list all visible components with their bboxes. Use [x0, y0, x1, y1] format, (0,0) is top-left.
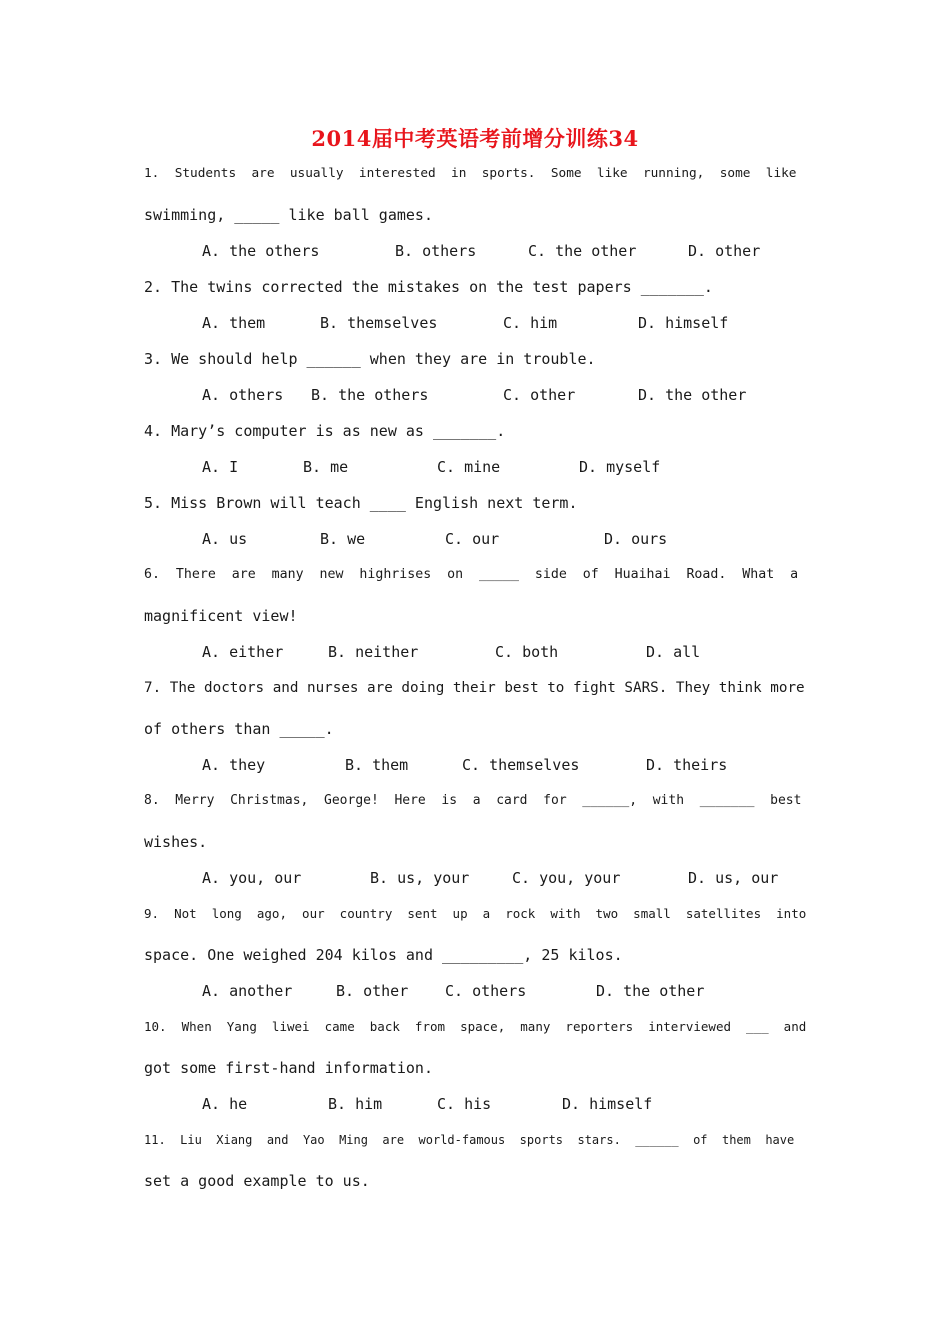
- question-8-option-a: A. you, our: [202, 869, 302, 887]
- question-9-option-d: D. the other: [596, 982, 705, 1000]
- question-10-line-2: got some first-hand information.: [144, 1059, 433, 1077]
- question-1-option-d: D. other: [688, 242, 761, 260]
- question-7-option-a: A. they: [202, 756, 266, 774]
- question-2-option-d: D. himself: [638, 314, 729, 332]
- question-5-option-a: A. us: [202, 530, 248, 548]
- question-8-option-c: C. you, your: [512, 869, 621, 887]
- question-7-option-c: C. themselves: [462, 756, 580, 774]
- question-6-option-b: B. neither: [328, 643, 419, 661]
- question-8-line-2: wishes.: [144, 833, 208, 851]
- question-11-line-1: 11. Liu Xiang and Yao Ming are world-famous sports stars. ______ of them have: [144, 1133, 795, 1147]
- question-3-option-a: A. others: [202, 386, 284, 404]
- page-title: 2014届中考英语考前增分训练34: [311, 126, 639, 151]
- question-8-line-1: 8. Merry Christmas, George! Here is a card for ______, with _______ best: [144, 793, 802, 808]
- question-10-option-b: B. him: [328, 1095, 383, 1113]
- question-9-option-a: A. another: [202, 982, 293, 1000]
- question-9-option-c: C. others: [445, 982, 527, 1000]
- question-6-option-c: C. both: [495, 643, 559, 661]
- question-1-line-1: 1. Students are usually interested in sports. Some like running, some like: [144, 166, 797, 181]
- question-7-line-2: of others than _____.: [144, 720, 334, 738]
- question-11-line-2: set a good example to us.: [144, 1172, 370, 1190]
- question-10-line-1: 10. When Yang liwei came back from space, many reporters interviewed ___ and: [144, 1019, 807, 1034]
- question-6-line-2: magnificent view!: [144, 607, 298, 625]
- question-1-line-2: swimming, _____ like ball games.: [144, 206, 433, 224]
- question-4-line-1: 4. Mary’s computer is as new as _______.: [144, 422, 506, 440]
- question-7-line-1: 7. The doctors and nurses are doing their best to fight SARS. They think more: [144, 680, 805, 696]
- question-8-option-b: B. us, your: [370, 869, 470, 887]
- question-5-option-d: D. ours: [604, 530, 668, 548]
- question-7-option-b: B. them: [345, 756, 409, 774]
- question-7-option-d: D. theirs: [646, 756, 728, 774]
- question-9-line-1: 9. Not long ago, our country sent up a rock with two small satellites into: [144, 906, 807, 921]
- question-1-option-a: A. the others: [202, 242, 320, 260]
- question-5-line-1: 5. Miss Brown will teach ____ English next term.: [144, 494, 578, 512]
- question-3-option-d: D. the other: [638, 386, 747, 404]
- question-3-option-b: B. the others: [311, 386, 429, 404]
- question-2-line-1: 2. The twins corrected the mistakes on the test papers _______.: [144, 278, 713, 296]
- question-6-option-a: A. either: [202, 643, 284, 661]
- question-4-option-a: A. I: [202, 458, 239, 476]
- question-2-option-c: C. him: [503, 314, 558, 332]
- question-3-line-1: 3. We should help ______ when they are in trouble.: [144, 350, 596, 368]
- question-1-option-c: C. the other: [528, 242, 637, 260]
- question-4-option-b: B. me: [303, 458, 349, 476]
- question-2-option-b: B. themselves: [320, 314, 438, 332]
- question-10-option-c: C. his: [437, 1095, 492, 1113]
- question-10-option-a: A. he: [202, 1095, 248, 1113]
- question-3-option-c: C. other: [503, 386, 576, 404]
- question-8-option-d: D. us, our: [688, 869, 779, 887]
- question-2-option-a: A. them: [202, 314, 266, 332]
- question-1-option-b: B. others: [395, 242, 477, 260]
- question-4-option-d: D. myself: [579, 458, 661, 476]
- question-6-option-d: D. all: [646, 643, 701, 661]
- question-5-option-c: C. our: [445, 530, 500, 548]
- question-10-option-d: D. himself: [562, 1095, 653, 1113]
- question-9-line-2: space. One weighed 204 kilos and _________, 25 kilos.: [144, 946, 623, 964]
- question-9-option-b: B. other: [336, 982, 409, 1000]
- question-5-option-b: B. we: [320, 530, 366, 548]
- question-4-option-c: C. mine: [437, 458, 501, 476]
- question-6-line-1: 6. There are many new highrises on _____ side of Huaihai Road. What a: [144, 567, 799, 582]
